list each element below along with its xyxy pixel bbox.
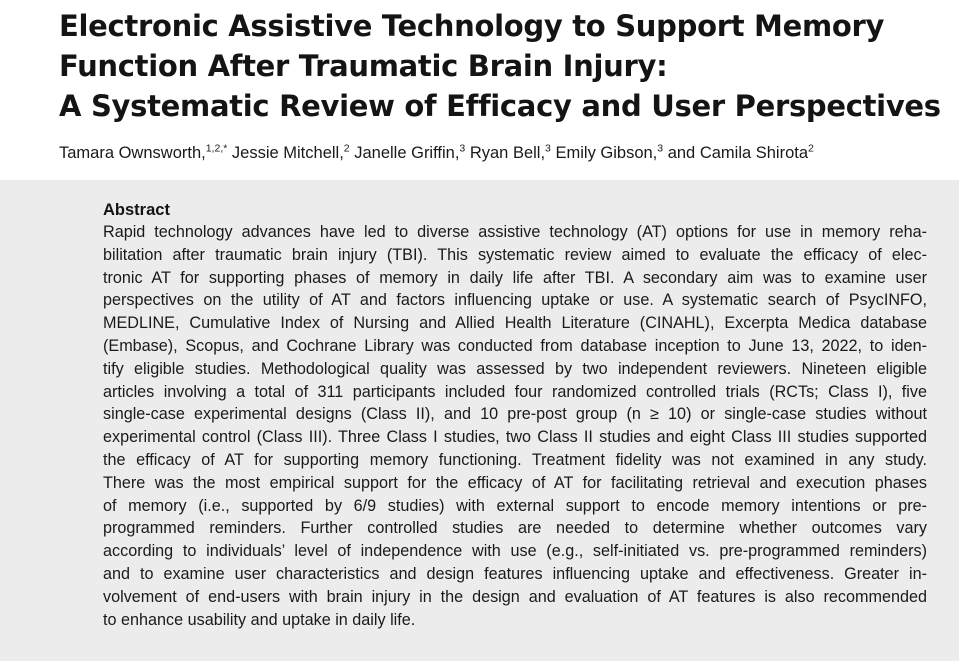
author-name: Tamara Ownsworth, (59, 144, 206, 162)
author-affiliation: 3 (657, 142, 664, 155)
abstract-line: (Embase), Scopus, and Cochrane Library was conducted from database inception to June 13, 2022, to iden- (103, 336, 927, 355)
abstract-body (103, 221, 927, 631)
title-line-1: Electronic Assistive Technology to Support Memory (59, 9, 885, 43)
abstract-line: and to examine user characteristics and design features influencing uptake and effectiveness. Greater in- (103, 564, 927, 583)
title-line-3: A Systematic Review of Efficacy and User Perspectives (59, 89, 941, 123)
abstract-heading: Abstract (103, 201, 170, 219)
author-affiliation: 1,2,* (205, 142, 228, 155)
author-affiliation: 3 (545, 142, 551, 155)
author-list (59, 140, 939, 166)
abstract-line: tronic AT for supporting phases of memory in daily life after TBI. A secondary aim was to examine user (103, 268, 927, 287)
abstract-line: according to individuals’ level of independence with use (e.g., self-initiated vs. pre-programmed reminders) (103, 542, 927, 561)
author-name: and Camila Shirota (667, 144, 809, 162)
abstract-line: volvement of end-users with brain injury in the design and evaluation of AT features is also recommended (103, 587, 927, 606)
abstract-line: experimental control (Class III). Three Class I studies, two Class II studies and eight Class III studies supported (103, 428, 927, 447)
author-affiliation: 2 (343, 142, 350, 155)
abstract-line: of memory (i.e., supported by 6/9 studies) with external support to encode memory intentions or pre- (103, 496, 927, 515)
abstract-line: Rapid technology advances have led to diverse assistive technology (AT) options for use in memory reha- (103, 223, 927, 241)
author-name: Jessie Mitchell, (231, 144, 344, 162)
author-name: Janelle Griffin, (354, 144, 460, 162)
abstract-line: single-case experimental designs (Class II), and 10 pre-post group (n ≥ 10) or single-case studies without (103, 405, 927, 424)
abstract-line: the efficacy of AT for supporting memory functioning. Treatment fidelity was not examined in any study. (103, 450, 927, 469)
abstract-line: to enhance usability and uptake in daily life. (103, 610, 416, 629)
article-title (59, 6, 949, 126)
author-affiliation: 3 (459, 142, 466, 155)
abstract-line: programmed reminders. Further controlled studies are needed to determine whether outcomes vary (103, 519, 927, 538)
abstract-line: articles involving a total of 311 participants included four randomized controlled trials (RCTs; Class I), five (103, 382, 927, 401)
abstract-line: bilitation after traumatic brain injury (TBI). This systematic review aimed to evaluate the efficacy of elec- (103, 245, 927, 264)
author-name: Emily Gibson, (555, 144, 658, 162)
title-line-2: Function After Traumatic Brain Injury: (59, 49, 668, 83)
abstract-line: There was the most empirical support for the efficacy of AT for facilitating retrieval and execution phases (103, 473, 927, 492)
abstract-line: MEDLINE, Cumulative Index of Nursing and Allied Health Literature (CINAHL), Excerpta Medica database (103, 314, 927, 333)
abstract-line: perspectives on the utility of AT and factors influencing uptake or use. A systematic search of PsycINFO, (103, 291, 927, 310)
author-affiliation: 2 (808, 142, 814, 155)
author-name: Ryan Bell, (469, 144, 546, 162)
abstract-line: tify eligible studies. Methodological quality was assessed by two independent reviewers. Nineteen eligible (103, 359, 927, 378)
